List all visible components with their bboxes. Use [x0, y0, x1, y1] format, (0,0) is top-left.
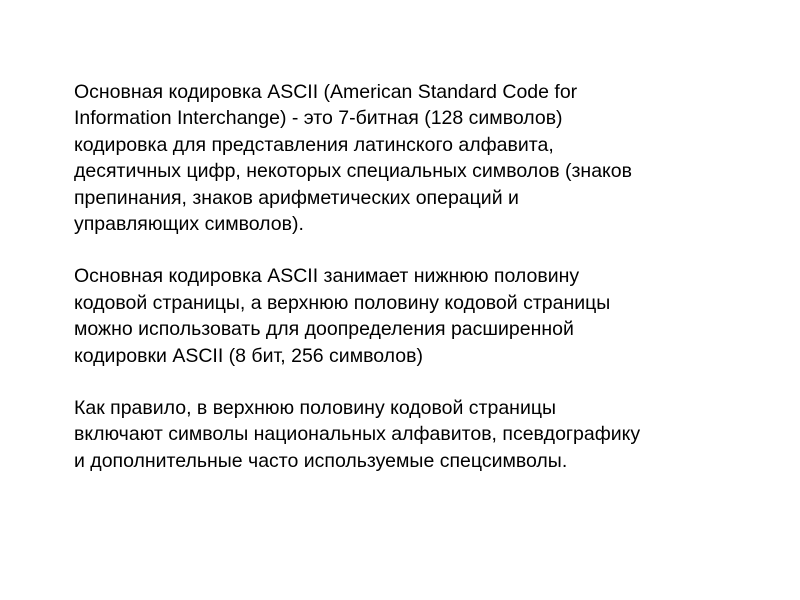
- paragraph-ascii-definition: [74, 79, 774, 237]
- text-line: и дополнительные часто используемые спецсимволы.: [74, 449, 568, 472]
- text-line: Information Interchange) - это 7-битная (128 символов): [74, 107, 563, 130]
- text-line: кодировка для представления латинского алфавита,: [74, 133, 554, 156]
- text-line: можно использовать для доопределения расширенной: [74, 318, 574, 341]
- text-line: управляющих символов).: [74, 213, 304, 236]
- text-line: Основная кодировка ASCII (American Standard Code for: [74, 81, 578, 103]
- slide-text-body: [74, 79, 774, 474]
- text-line: кодовой страницы, а верхнюю половину кодовой страницы: [74, 291, 611, 314]
- text-line: Как правило, в верхнюю половину кодовой страницы: [74, 397, 557, 420]
- paragraph-code-page-halves: [74, 263, 774, 369]
- paragraph-upper-half-usage: [74, 395, 774, 474]
- text-line: включают символы национальных алфавитов, псевдографику: [74, 423, 641, 446]
- text-line: десятичных цифр, некоторых специальных символов (знаков: [74, 160, 632, 183]
- text-line: препинания, знаков арифметических операций и: [74, 186, 519, 209]
- text-line: Основная кодировка ASCII занимает нижнюю половину: [74, 265, 580, 288]
- text-line: кодировки ASCII (8 бит, 256 символов): [74, 344, 423, 367]
